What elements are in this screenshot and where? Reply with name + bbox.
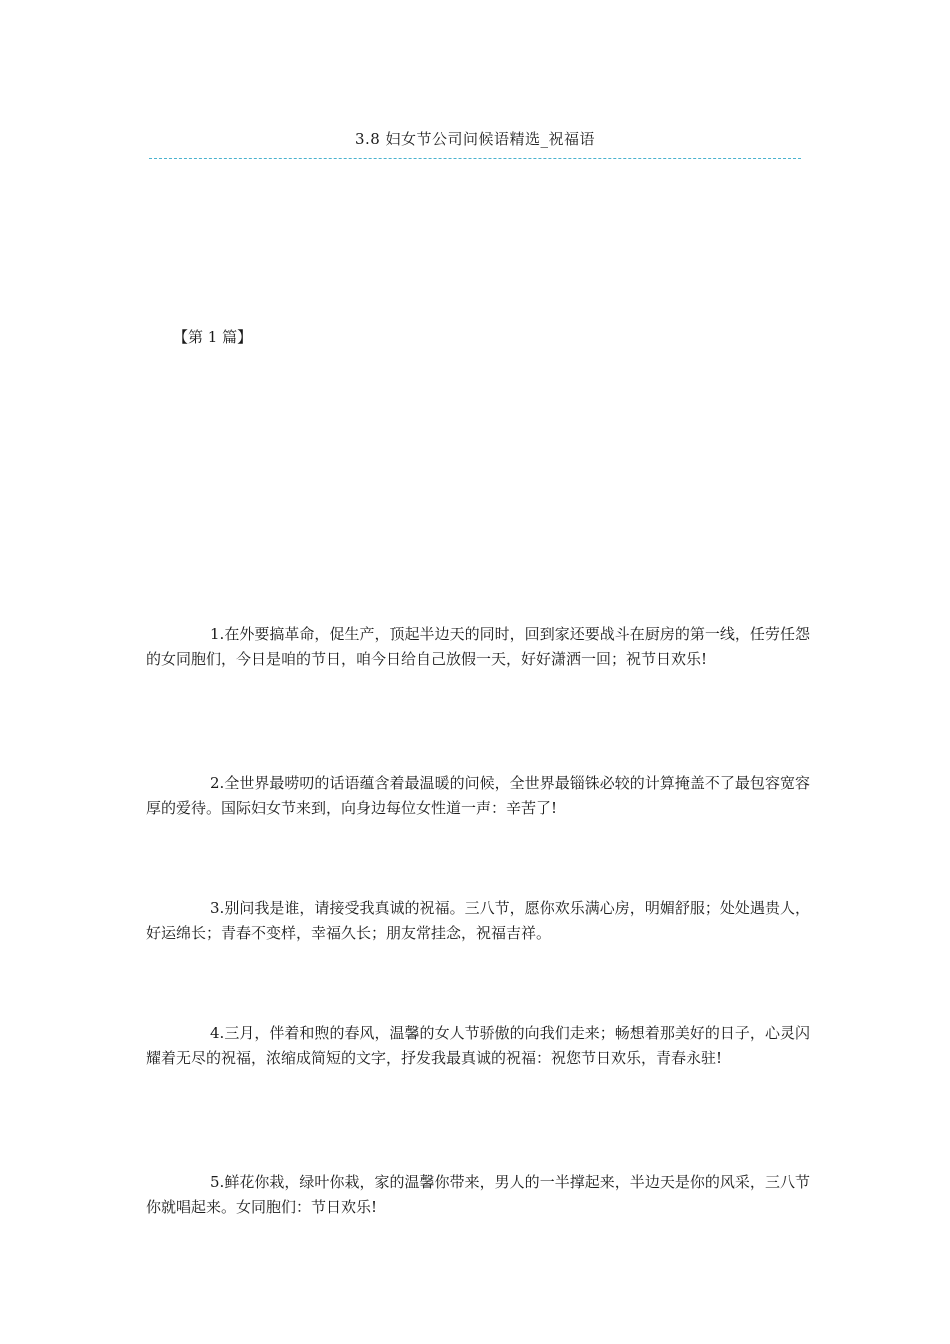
paragraph-2: 2.全世界最唠叨的话语蕴含着最温暖的问候，全世界最锱铢必较的计算掩盖不了最包容宽容厚的爱待。国际妇女节来到，向身边每位女性道一声：辛苦了! [146,774,810,817]
paragraph-3: 3.别问我是谁，请接受我真诚的祝福。三八节，愿你欢乐满心房，明媚舒服；处处遇贵人，好运绵长；青春不变样，幸福久长；朋友常挂念，祝福吉祥。 [146,899,810,942]
paragraph-4: 4.三月，伴着和煦的春风，温馨的女人节骄傲的向我们走来；畅想着那美好的日子，心灵闪耀着无尽的祝福，浓缩成简短的文字，抒发我最真诚的祝福：祝您节日欢乐，青春永驻! [146,1024,810,1067]
page-title: 3.8 妇女节公司问候语精选_祝福语 [354,130,596,148]
paragraph-5: 5.鲜花你栽，绿叶你栽，家的温馨你带来，男人的一半撑起来，半边天是你的风采，三八节你就唱起来。女同胞们：节日欢乐! [146,1173,810,1216]
paragraph-1: 1.在外要搞革命，促生产，顶起半边天的同时，回到家还要战斗在厨房的第一线，任劳任怨的女同胞们，今日是咱的节日，咱今日给自己放假一天，好好潇洒一回；祝节日欢乐! [146,625,810,668]
title-divider [149,158,801,159]
section-heading: 【第 1 篇】 [173,328,253,346]
